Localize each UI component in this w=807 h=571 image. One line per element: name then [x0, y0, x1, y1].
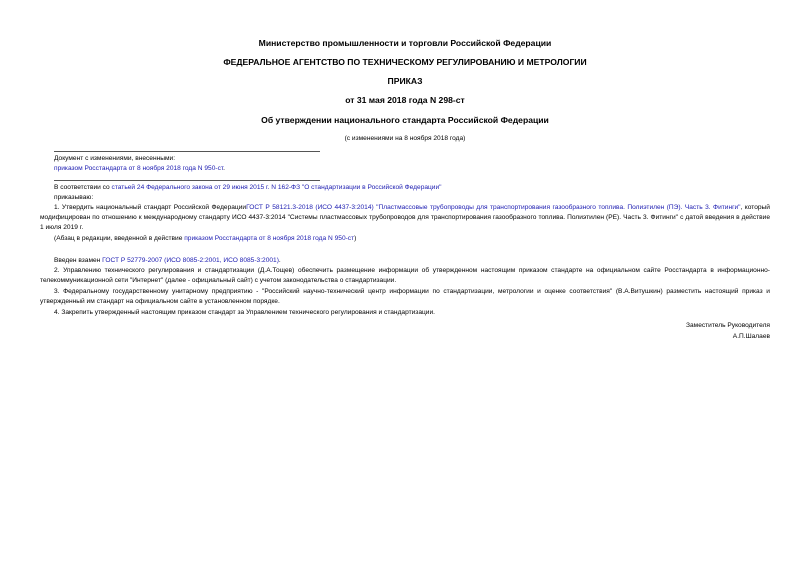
item-1-note-link[interactable]: приказом Росстандарта от 8 ноября 2018 года N 950-ст: [184, 235, 355, 242]
divider-bottom: [54, 180, 320, 181]
amendments-label: Документ с изменениями, внесенными:: [54, 155, 176, 162]
item-1-note-prefix: (Абзац в редакции, введенной в действие: [54, 235, 185, 242]
item-4: 4. Закрепить утвержденный настоящим приказом стандарт за Управлением технического регулирования и стандартизации.: [54, 309, 435, 316]
changes-note: (с изменениями на 8 ноября 2018 года): [344, 135, 466, 142]
divider-top: [54, 151, 320, 152]
replaced-prefix: Введен взамен: [54, 257, 103, 264]
document-subject: Об утверждении национального стандарта Российской Федерации: [261, 115, 549, 125]
item-2: 2. Управлению технического регулирования и стандартизации (Д.А.Тощев) обеспечить размещение информации об утвержденном настоящим приказом стандарте на официальном сайте Росстандарта в информационно-телекоммуникационной сети "Интернет" (далее - официальный сайт) с учетом законодательства о стандартизации.: [40, 267, 770, 284]
standard-link[interactable]: ГОСТ Р 58121.3-2018 (ИСО 4437-3:2014) "Пластмассовые трубопроводы для транспортирования газообразного топлива. Полиэтилен (ПЭ). Часть 3. Фитинги": [246, 204, 741, 211]
law-link[interactable]: статьей 24 Федерального закона от 29 июня 2015 г. N 162-ФЗ "О стандартизации в Российской Федерации": [111, 184, 442, 191]
document-type: ПРИКАЗ: [387, 76, 423, 86]
replaced-standard-link[interactable]: ГОСТ Р 52779-2007 (ИСО 8085-2:2001, ИСО 8085-3:2001): [102, 257, 279, 264]
item-1-prefix: 1. Утвердить национальный стандарт Российской Федерации: [54, 204, 247, 211]
preamble: [40, 183, 770, 203]
order-word: приказываю:: [54, 194, 94, 201]
agency-heading: ФЕДЕРАЛЬНОЕ АГЕНТСТВО ПО ТЕХНИЧЕСКОМУ РЕГУЛИРОВАНИЮ И МЕТРОЛОГИИ: [223, 57, 587, 67]
item-1-note: [40, 234, 770, 244]
signatory-name: А.П.Шалаев: [732, 333, 770, 340]
ministry-heading: Министерство промышленности и торговли Российской Федерации: [258, 38, 552, 48]
date-number: от 31 мая 2018 года N 298-ст: [345, 95, 465, 105]
item-1-note-suffix: ): [354, 235, 357, 242]
replaced-standard: [40, 256, 770, 266]
replaced-suffix: .: [278, 257, 281, 264]
amendments-line: [54, 164, 225, 174]
amendment-link-suffix: .: [223, 165, 226, 172]
item-1: [40, 203, 770, 233]
amendments-note: [54, 154, 225, 174]
signatory-position: Заместитель Руководителя: [686, 322, 770, 329]
item-1-suffix: , который модифицирован по отношению к международному стандарту ИСО 4437-3:2014 "Системы пластмассовых трубопроводов для транспортирования газообразного топлива. Полиэтилен (PE). Часть 3. Фитинги" с датой введения в действие 1 июля 2019 г.: [40, 204, 770, 231]
amendment-link[interactable]: приказом Росстандарта от 8 ноября 2018 года N 950-ст: [54, 165, 224, 172]
item-3: 3. Федеральному государственному унитарному предприятию - "Российский научно-технический центр информации по стандартизации, метрологии и оценке соответствия" (В.А.Витушкин) разместить настоящий приказ и утвержденный им стандарт на официальном сайте в установленном порядке.: [40, 288, 770, 305]
preamble-prefix: В соответствии со: [54, 184, 112, 191]
